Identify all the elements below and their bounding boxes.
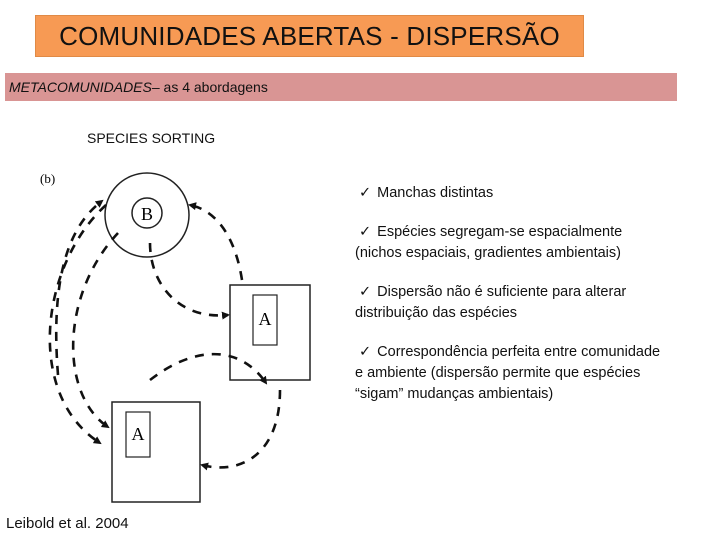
bullet-list — [355, 183, 665, 423]
bullet-item — [355, 183, 665, 204]
dispersal-arrow-b-to-lower-inner — [73, 233, 118, 427]
bullet-text: Dispersão não é suficiente para alterar distribuição das espécies — [355, 284, 627, 322]
panel-label: (b) — [40, 171, 56, 186]
patch-a-lower-frame — [112, 402, 200, 502]
section-label: SPECIES SORTING — [87, 130, 216, 146]
patch-a-upper-frame — [230, 285, 310, 380]
check-icon: ✓ — [359, 185, 372, 201]
dispersal-arrow-upper-to-b — [190, 205, 242, 280]
dispersal-arrow-lower-to-upper — [150, 354, 266, 383]
page-title: COMUNIDADES ABERTAS - DISPERSÃO — [59, 20, 560, 51]
dispersal-arrow-lower-to-b — [56, 201, 102, 375]
bullet-item — [355, 342, 665, 405]
check-icon: ✓ — [359, 344, 372, 361]
species-sorting-diagram — [30, 165, 330, 520]
dispersal-arrow-upper-to-lower — [202, 390, 280, 467]
dispersal-arrow-b-to-lower-outer — [50, 205, 106, 443]
check-icon: ✓ — [359, 224, 372, 241]
patch-a-upper-label: A — [258, 309, 272, 329]
subtitle-bar — [5, 73, 677, 101]
bullet-text: Espécies segregam-se espacialmente (nichos espaciais, gradientes ambientais) — [355, 224, 623, 262]
patch-a-lower-label: A — [131, 424, 145, 444]
bullet-item — [355, 222, 665, 264]
bullet-text: Manchas distintas — [377, 185, 494, 201]
citation: Leibold et al. 2004 — [6, 515, 129, 532]
title-banner — [35, 15, 584, 57]
bullet-item — [355, 282, 665, 324]
bullet-text: Correspondência perfeita entre comunidade e ambiente (dispersão permite que espécies “sigam” mudanças ambientais) — [355, 344, 661, 403]
subtitle-emphasis: METACOMUNIDADES — [9, 79, 152, 95]
patch-b-label: B — [140, 204, 154, 224]
check-icon: ✓ — [359, 284, 372, 301]
subtitle-text: – as 4 abordagens — [151, 79, 268, 95]
